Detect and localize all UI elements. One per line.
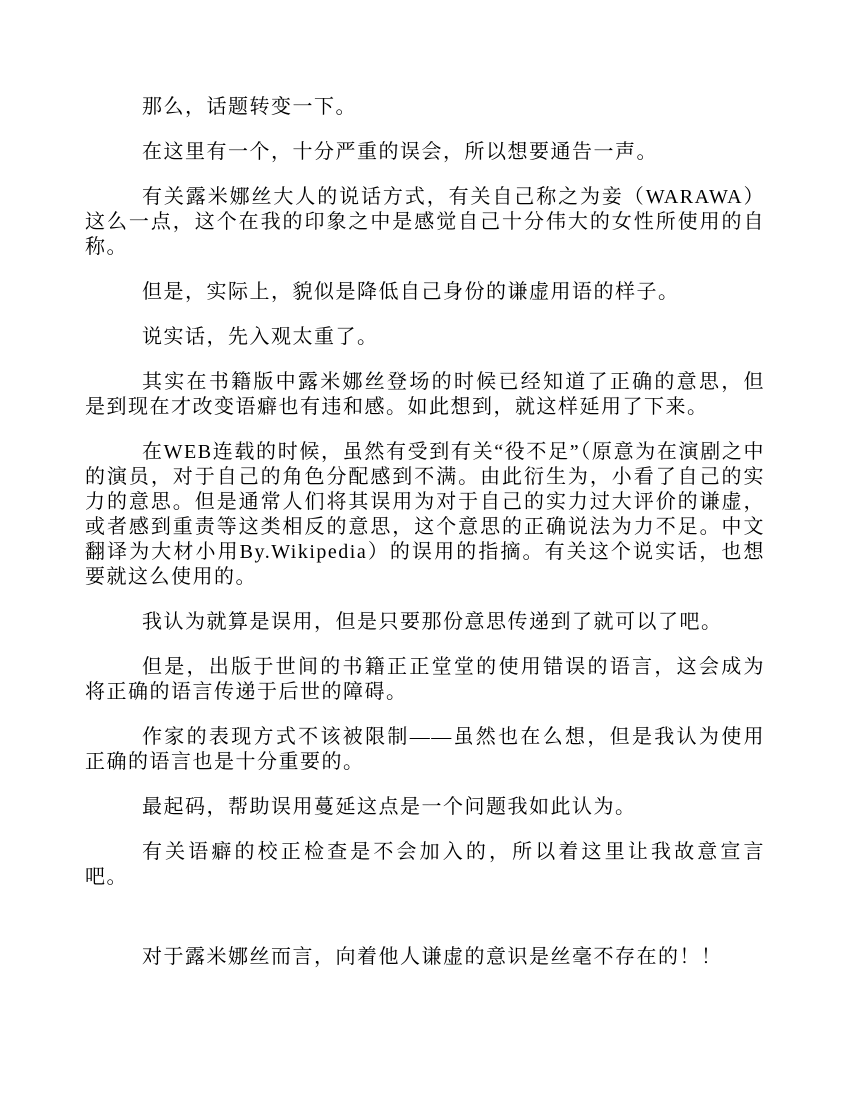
paragraph: 我认为就算是误用，但是只要那份意思传递到了就可以了吧。 <box>142 611 723 633</box>
paragraph: 有关露米娜丝大人的说话方式，有关自己称之为妾（WARAWA）这么一点，这个在我的印象之中是感觉自己十分伟大的女性所使用的自称。 <box>85 186 765 258</box>
paragraph: 说实话，先入观太重了。 <box>142 326 379 348</box>
paragraph: 在这里有一个，十分严重的误会，所以想要通告一声。 <box>142 141 658 163</box>
paragraph: 那么，话题转变一下。 <box>142 96 357 118</box>
paragraph: 作家的表现方式不该被限制——虽然也在么想，但是我认为使用正确的语言也是十分重要的。 <box>85 726 765 773</box>
paragraph: 有关语癖的校正检查是不会加入的，所以着这里让我故意宣言吧。 <box>85 841 765 888</box>
paragraph: 但是，实际上，貌似是降低自己身份的谦虚用语的样子。 <box>142 281 680 303</box>
paragraph: 但是，出版于世间的书籍正正堂堂的使用错误的语言，这会成为将正确的语言传递于后世的障碍。 <box>85 656 765 703</box>
paragraph: 其实在书籍版中露米娜丝登场的时候已经知道了正确的意思，但是到现在才改变语癖也有违和感。如此想到，就这样延用了下来。 <box>85 371 765 418</box>
paragraph: 最起码，帮助误用蔓延这点是一个问题我如此认为。 <box>142 796 637 818</box>
paragraph: 在WEB连载的时候，虽然有受到有关“役不足”（原意为在演剧之中的演员，对于自己的角色分配感到不满。由此衍生为，小看了自己的实力的意思。但是通常人们将其误用为对于自己的实力过大评价的谦虚，或者感到重责等这类相反的意思，这个意思的正确说法为力不足。中文翻译为大材小用By.Wikipedia）的误用的指摘。有关这个说实话，也想要就这么使用的。 <box>85 441 765 588</box>
paragraph-final-declaration: 对于露米娜丝而言，向着他人谦虚的意识是丝毫不存在的！！ <box>142 946 723 968</box>
